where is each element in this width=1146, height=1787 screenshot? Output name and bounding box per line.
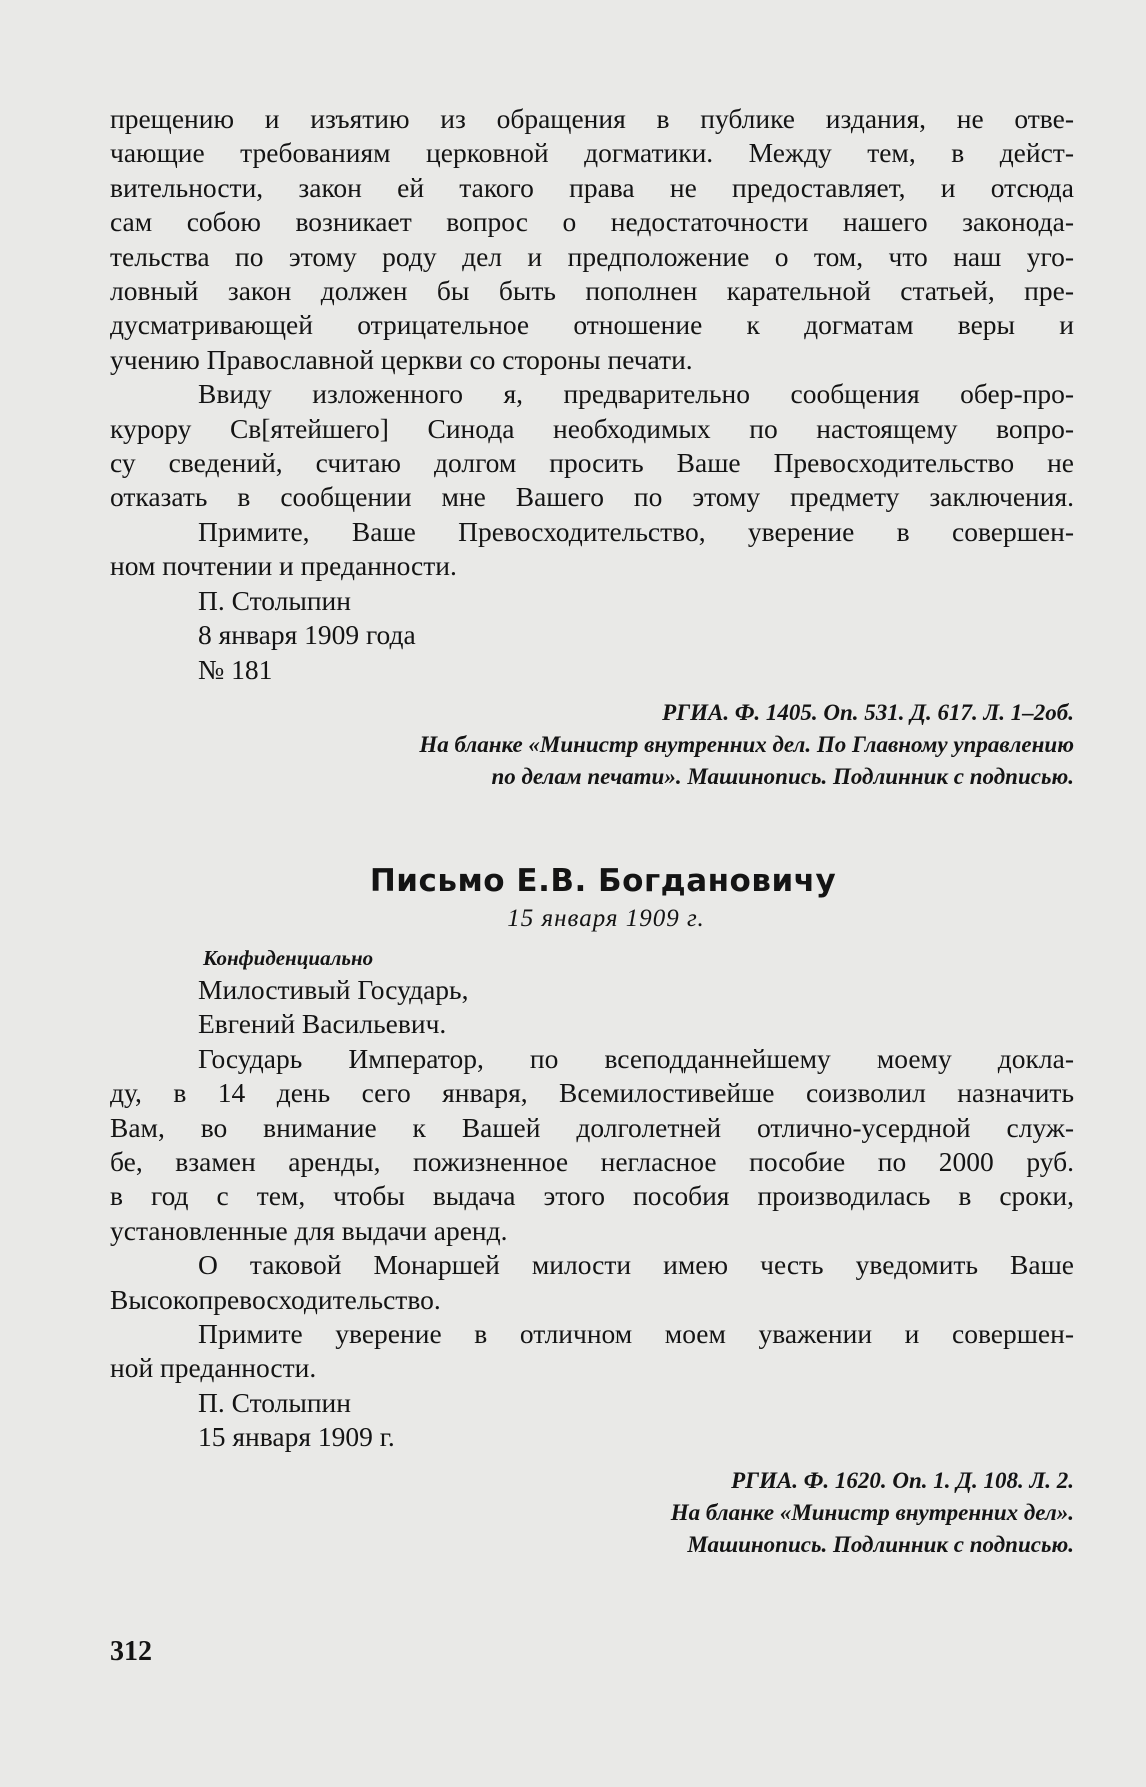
text-line: бе, взамен аренды, пожизненное негласное пособие по 2000 руб. <box>110 1145 1074 1177</box>
text-line: в год с тем, чтобы выдача этого пособия производилась в сроки, <box>110 1180 1074 1212</box>
text-line: прещению и изъятию из обращения в публике издания, не отве- <box>110 103 1074 134</box>
archive-reference: РГИА. Ф. 1620. Оп. 1. Д. 108. Л. 2. <box>731 1467 1074 1493</box>
text-line: курору Св[ятейшего] Синода необходимых по настоящему вопро- <box>110 412 1074 444</box>
text-line: Примите уверение в отличном моем уважении и совершен- <box>198 1317 1074 1349</box>
text-line: дусматривающей отрицательное отношение к догматам веры и <box>110 309 1074 341</box>
text-line: Вам, во внимание к Вашей долголетней отлично-усердной служ- <box>110 1111 1074 1143</box>
page-number: 312 <box>110 1636 152 1667</box>
text-line: учению Православной церкви со стороны печати. <box>110 343 693 375</box>
continued-letter <box>110 102 1074 793</box>
text-line: установленные для выдачи аренд. <box>110 1214 508 1246</box>
source-note: по делам печати». Машинопись. Подлинник с подписью. <box>491 763 1074 789</box>
source-note: Машинопись. Подлинник с подписью. <box>687 1531 1074 1557</box>
archive-reference: РГИА. Ф. 1405. Оп. 531. Д. 617. Л. 1–2об. <box>662 699 1074 725</box>
text-line: ду, в 14 день сего января, Всемилостивейше соизволил назначить <box>110 1077 1074 1109</box>
letter-date: 8 января 1909 года <box>198 619 416 651</box>
letter-body <box>110 973 1074 1561</box>
text-line: ной преданности. <box>110 1352 317 1384</box>
salutation: Евгений Васильевич. <box>198 1008 447 1040</box>
text-line: О таковой Монаршей милости имею честь уведомить Ваше <box>198 1249 1074 1281</box>
text-line: Ввиду изложенного я, предварительно сообщения обер-про- <box>198 378 1074 410</box>
document-number: № 181 <box>198 653 273 685</box>
text-line: сам собою возникает вопрос о недостаточности нашего законода- <box>110 206 1074 238</box>
text-line: ловный закон должен бы быть пополнен карательной статьей, пре- <box>110 275 1074 307</box>
text-line: Высокопревосходительство. <box>110 1283 441 1315</box>
text-line: чающие требованиям церковной догматики. Между тем, в дейст- <box>110 137 1074 169</box>
salutation: Милостивый Государь, <box>198 973 469 1005</box>
letter-date: 15 января 1909 г. <box>507 904 705 932</box>
letter-title: Письмо Е.В. Богдановичу <box>369 862 837 899</box>
signature: П. Столыпин <box>198 584 351 616</box>
confidential-label: Конфиденциально <box>203 945 374 970</box>
signature-date: 15 января 1909 г. <box>198 1421 395 1453</box>
signature: П. Столыпин <box>198 1386 351 1418</box>
text-line: ном почтении и преданности. <box>110 550 457 582</box>
text-line: Примите, Ваше Превосходительство, уверение в совершен- <box>198 515 1074 547</box>
source-note: На бланке «Министр внутренних дел. По Главному управлению <box>419 731 1074 757</box>
text-line: су сведений, считаю долгом просить Ваше Превосходительство не <box>110 447 1074 479</box>
text-line: вительности, закон ей такого права не предоставляет, и отсюда <box>110 171 1074 203</box>
text-line: отказать в сообщении мне Вашего по этому предмету заключения. <box>110 481 1074 513</box>
text-line: тельства по этому роду дел и предположение о том, что наш уго- <box>110 240 1074 272</box>
source-note: На бланке «Министр внутренних дел». <box>670 1499 1074 1525</box>
text-line: Государь Император, по всеподданнейшему моему докла- <box>198 1042 1074 1074</box>
